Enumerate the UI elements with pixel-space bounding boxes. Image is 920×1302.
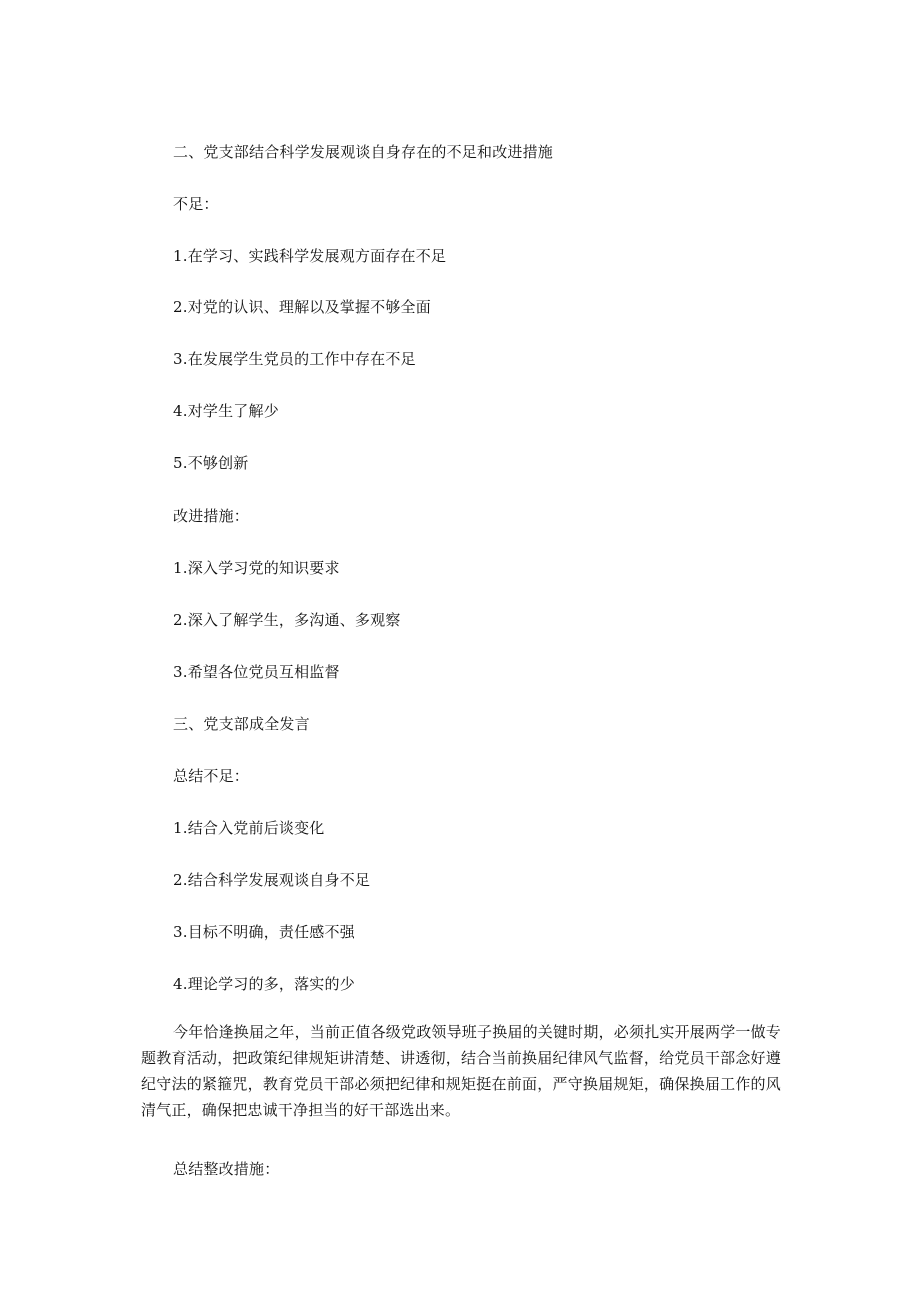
improvement-item-2: 2.深入了解学生，多沟通、多观察 xyxy=(173,611,401,629)
shortcoming-item-2: 2.对党的认识、理解以及掌握不够全面 xyxy=(173,298,431,316)
improvement-item-1: 1.深入学习党的知识要求 xyxy=(173,559,340,577)
subheading-summary-shortcomings: 总结不足： xyxy=(173,767,250,785)
summary-item-3: 3.目标不明确，责任感不强 xyxy=(173,923,355,941)
shortcoming-item-5: 5.不够创新 xyxy=(173,454,249,472)
summary-item-1: 1.结合入党前后谈变化 xyxy=(173,819,325,837)
body-paragraph: 今年恰逢换届之年，当前正值各级党政领导班子换届的关键时期，必须扎实开展两学一做专题教育活动，把政策纪律规矩讲清楚、讲透彻，结合当前换届纪律风气监督，给党员干部念好遵纪守法的紧箍咒，教育党员干部必须把纪律和规矩挺在前面，严守换届规矩，确保换届工作的风清气正，确保把忠诚干净担当的好干部选出来。 xyxy=(141,1023,782,1119)
shortcoming-item-4: 4.对学生了解少 xyxy=(173,402,279,420)
shortcoming-item-1: 1.在学习、实践科学发展观方面存在不足 xyxy=(173,247,447,265)
subheading-improvements: 改进措施： xyxy=(173,507,250,525)
improvement-item-3: 3.希望各位党员互相监督 xyxy=(173,663,340,681)
summary-item-4: 4.理论学习的多，落实的少 xyxy=(173,975,355,993)
section-heading-three: 三、党支部成全发言 xyxy=(173,715,310,733)
shortcoming-item-3: 3.在发展学生党员的工作中存在不足 xyxy=(173,350,416,368)
subheading-summary-measures: 总结整改措施： xyxy=(173,1160,280,1178)
section-heading-two: 二、党支部结合科学发展观谈自身存在的不足和改进措施 xyxy=(173,143,554,161)
subheading-shortcomings: 不足： xyxy=(173,195,219,213)
summary-item-2: 2.结合科学发展观谈自身不足 xyxy=(173,871,371,889)
